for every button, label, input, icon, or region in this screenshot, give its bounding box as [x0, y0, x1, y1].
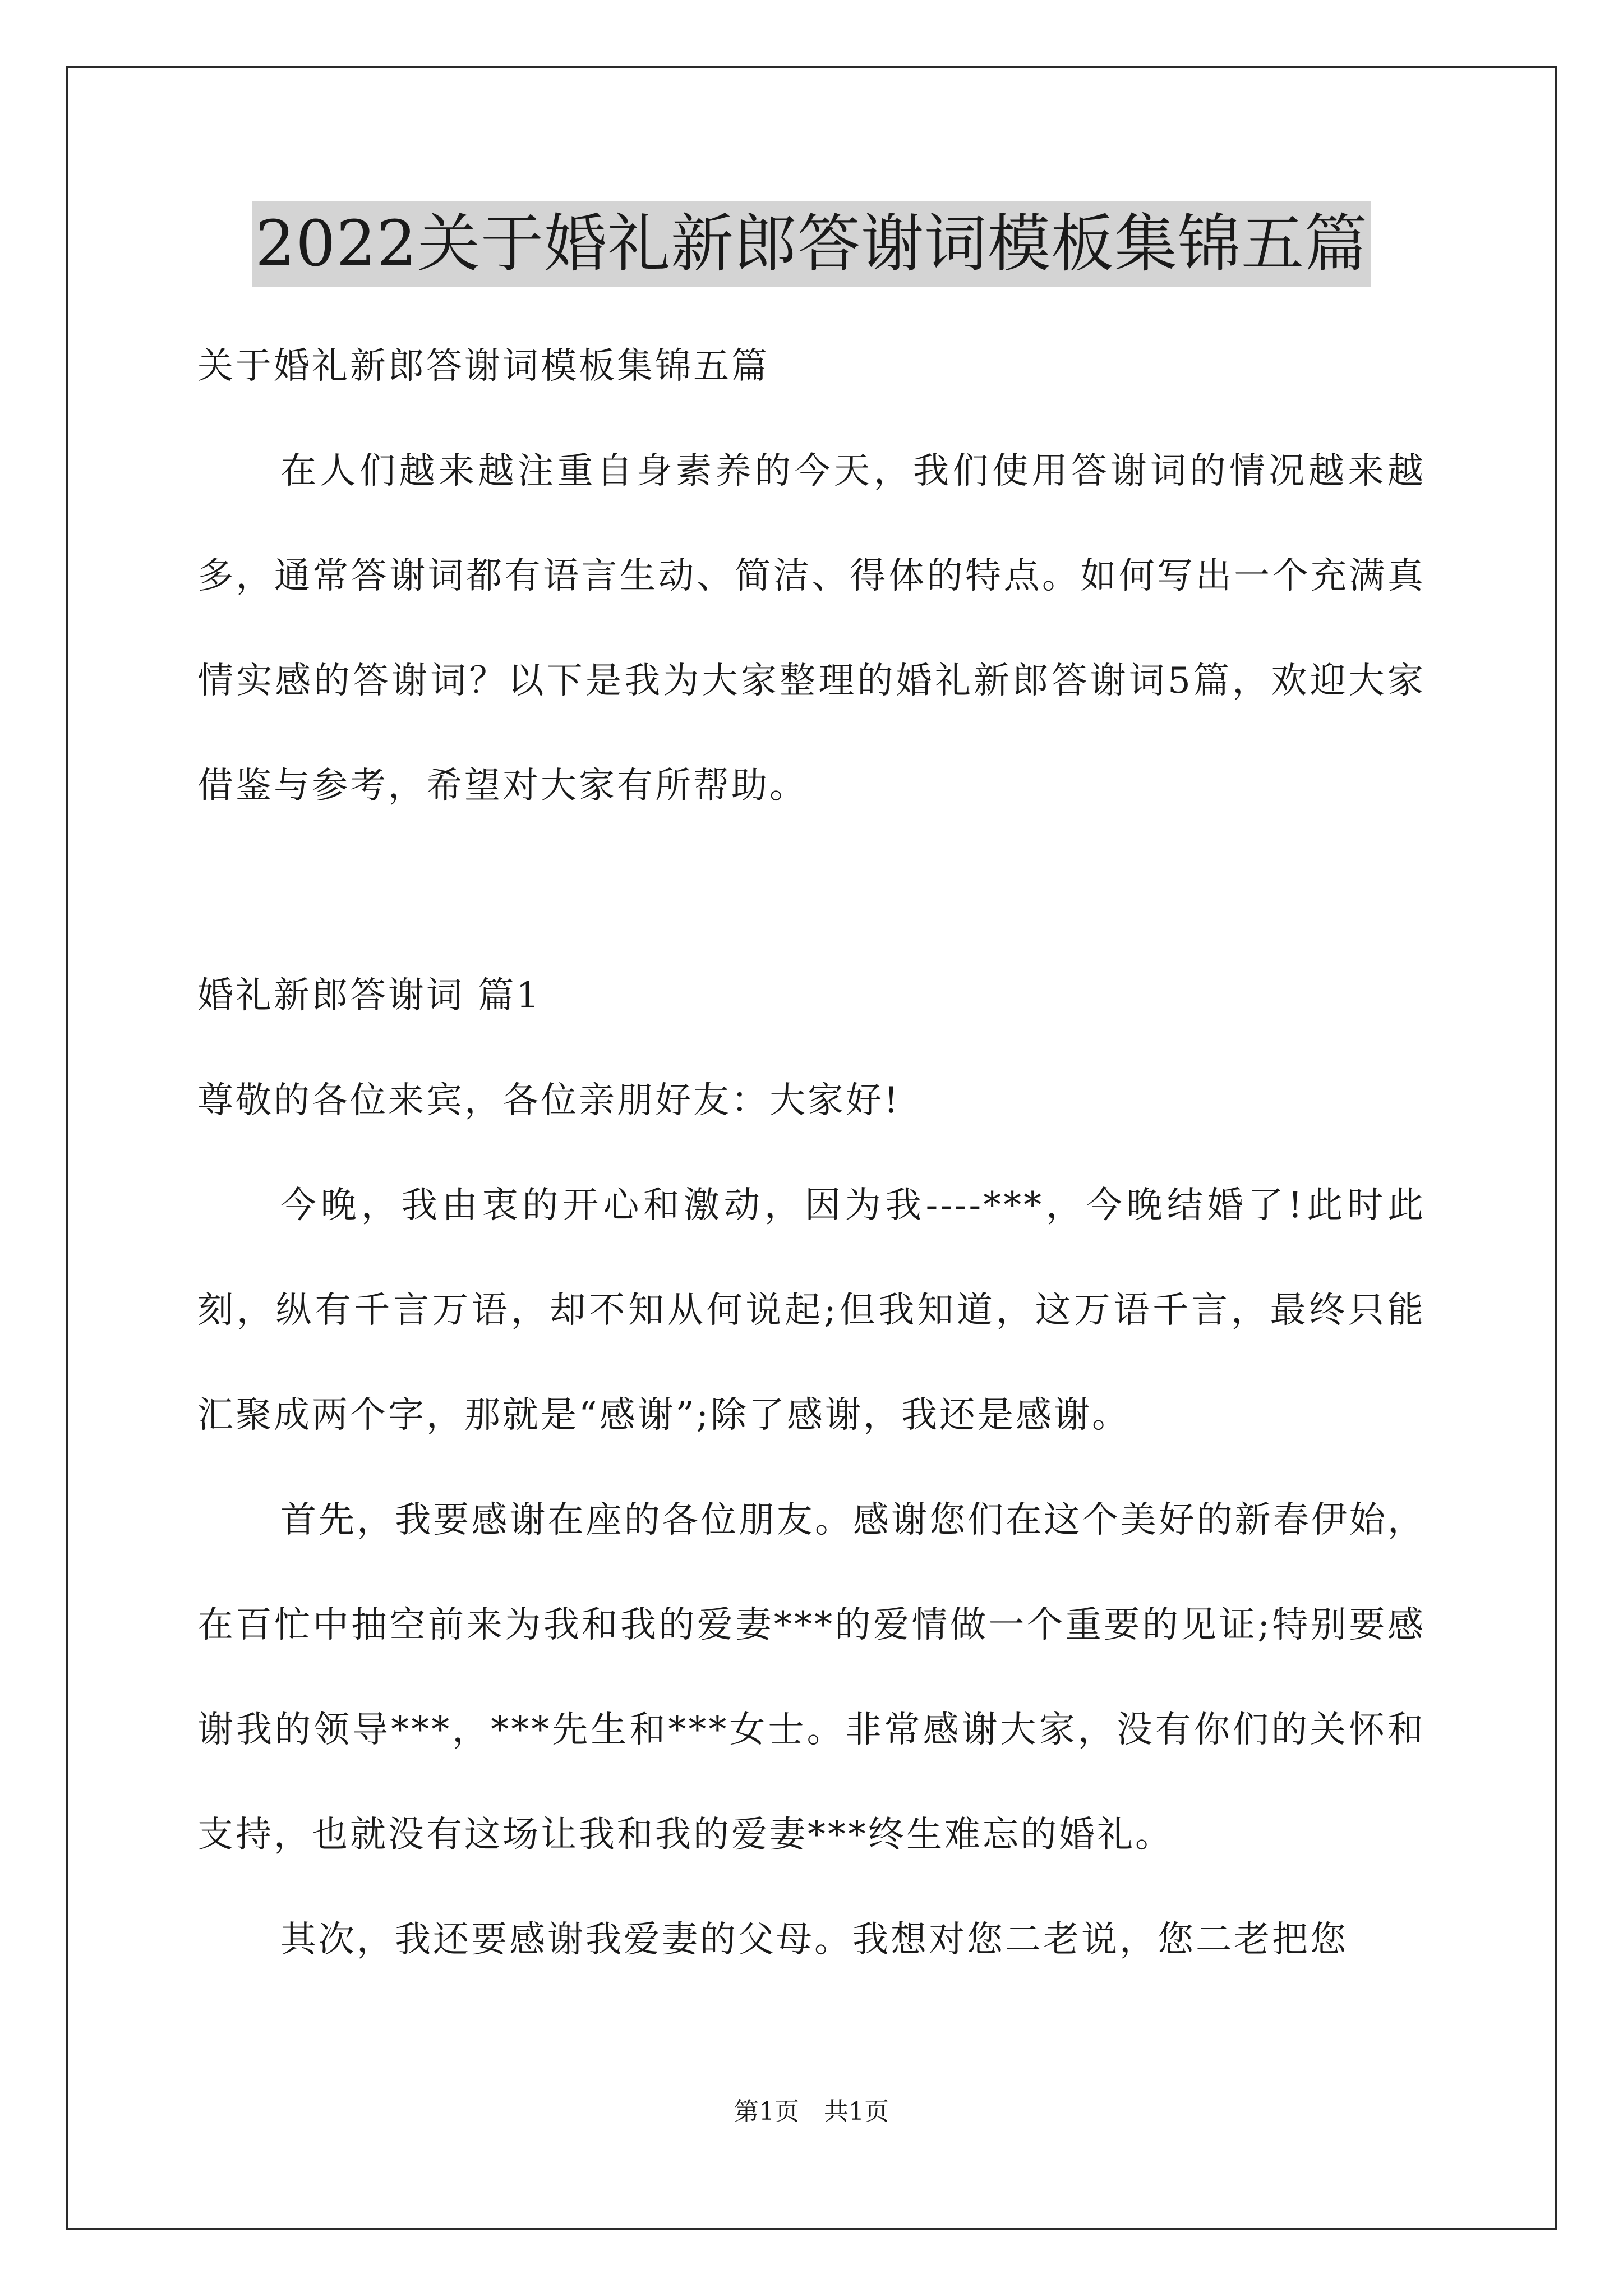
intro-paragraph: 在人们越来越注重自身素养的今天，我们使用答谢词的情况越来越多，通常答谢词都有语言生动、简洁、得体的特点。如何写出一个充满真情实感的答谢词？以下是我为大家整理的婚礼新郎答谢词5篇，欢迎大家借鉴与参考，希望对大家有所帮助。	[197, 450, 1426, 807]
section-spacer	[197, 839, 1426, 944]
title-container	[0, 201, 1623, 287]
section-heading: 婚礼新郎答谢词 篇1	[197, 975, 542, 1016]
page-footer	[0, 2095, 1623, 2129]
document-subtitle: 关于婚礼新郎答谢词模板集锦五篇	[197, 346, 769, 387]
body-paragraph-1: 今晚，我由衷的开心和激动，因为我----***，今晚结婚了!此时此刻，纵有千言万语，却不知从何说起;但我知道，这万语千言，最终只能汇聚成两个字，那就是“感谢”;除了感谢，我还是感谢。	[197, 1185, 1426, 1436]
page-number-total: 共1页	[824, 2097, 889, 2126]
page-number-current: 第1页	[734, 2097, 799, 2126]
document-body	[197, 314, 1426, 1993]
document-title: 2022关于婚礼新郎答谢词模板集锦五篇	[252, 201, 1371, 287]
body-paragraph-2: 首先，我要感谢在座的各位朋友。感谢您们在这个美好的新春伊始，在百忙中抽空前来为我和我的爱妻***的爱情做一个重要的见证;特别要感谢我的领导***，***先生和***女士。非常感谢大家，没有你们的关怀和支持，也就没有这场让我和我的爱妻***终生难忘的婚礼。	[197, 1499, 1426, 1856]
greeting-line: 尊敬的各位来宾，各位亲朋好友：大家好!	[197, 1080, 901, 1121]
body-paragraph-3: 其次，我还要感谢我爱妻的父母。我想对您二老说，您二老把您	[280, 1919, 1348, 1961]
